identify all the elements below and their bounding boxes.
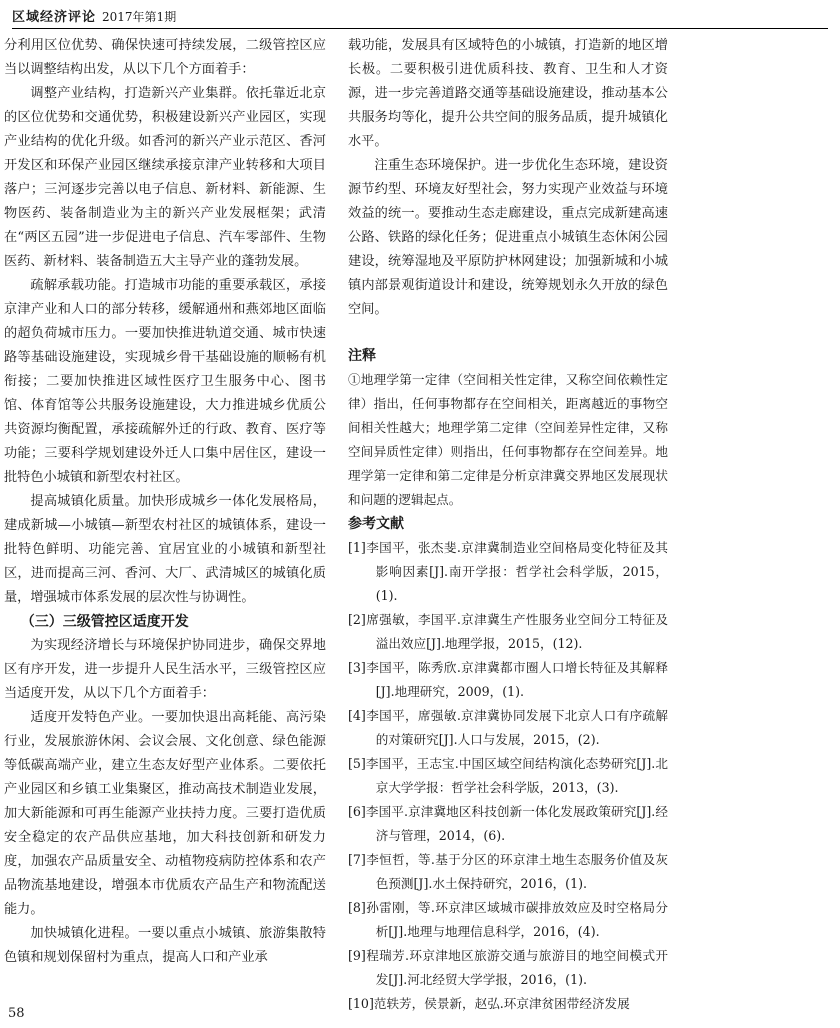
right-paragraph-2: 注重生态环境保护。进一步优化生态环境，建设资源节约型、环境友好型社会，努力实现产业效益与环境效益的统一。要推动生态走廊建设，重点完成新建高速公路、铁路的绿化任务；促进重点小城镇生态休闲公园建设，统筹湿地及平原防护林网建设；加强新城和小城镇内部景观街道设计和建设，统筹规划永久开放的绿色空间。	[348, 158, 668, 317]
left-paragraph-1: 分利用区位优势、确保快速可持续发展，二级管控区应当以调整结构出发，从以下几个方面着手：	[4, 38, 326, 77]
left-paragraph-7: 加快城镇化进程。一要以重点小城镇、旅游集散特色镇和规划保留村为重点，提高人口和产业承	[4, 926, 326, 965]
right-paragraph-1: 载功能，发展具有区域特色的小城镇，打造新的地区增长极。二要积极引进优质科技、教育、卫生和人才资源，进一步完善道路交通等基础设施建设，推动基本公共服务均等化，提升公共空间的服务品质，提升城镇化水平。	[348, 38, 668, 149]
references-heading: 参考文献	[348, 516, 404, 532]
reference-item: [4]李国平，席强敏.京津冀协同发展下北京人口有序疏解的对策研究[J].人口与发展，2015，(2).	[348, 708, 668, 747]
journal-issue: 2017年第1期	[102, 10, 177, 24]
journal-title: 区域经济评论	[12, 10, 97, 25]
reference-item: [9]程瑞芳.环京津地区旅游交通与旅游目的地空间模式开发[J].河北经贸大学学报，2016，(1).	[348, 948, 668, 987]
page-number: 58	[8, 1006, 25, 1021]
reference-item: [1]李国平，张杰斐.京津冀制造业空间格局变化特征及其影响因素[J].南开学报：哲学社会科学版，2015，(1).	[348, 540, 668, 603]
section-subheading: （三）三级管控区适度开发	[20, 614, 189, 630]
reference-item: [2]席强敏，李国平.京津冀生产性服务业空间分工特征及溢出效应[J].地理学报，2015，(12).	[348, 612, 668, 651]
reference-list	[348, 536, 668, 1016]
reference-item: [3]李国平，陈秀欣.京津冀都市圈人口增长特征及其解释[J].地理研究，2009，(1).	[348, 660, 668, 699]
reference-item: [6]李国平.京津冀地区科技创新一体化发展政策研究[J].经济与管理，2014，(6).	[348, 804, 668, 843]
section-spacer	[348, 322, 668, 344]
reference-item: [5]李国平，王志宝.中国区域空间结构演化态势研究[J].北京大学学报：哲学社会科学版，2013，(3).	[348, 756, 668, 795]
running-header	[12, 6, 828, 29]
left-paragraph-2: 调整产业结构，打造新兴产业集群。依托靠近北京的区位优势和交通优势，积极建设新兴产业园区，实现产业结构的优化升级。如香河的新兴产业示范区、香河开发区和环保产业园区继续承接京津产业转移和大项目落户；三河逐步完善以电子信息、新材料、新能源、生物医药、装备制造业为主的新兴产业发展框架；武清在“两区五园”进一步促进电子信息、汽车零部件、生物医药、新材料、装备制造五大主导产业的蓬勃发展。	[4, 86, 326, 269]
reference-item: [8]孙雷刚，等.环京津区域城市碳排放效应及时空格局分析[J].地理与地理信息科学，2016，(4).	[348, 900, 668, 939]
note-item: ①地理学第一定律（空间相关性定律，又称空间依赖性定律）指出，任何事物都存在空间相关，距离越近的事物空间相关性越大；地理学第二定律（空间差异性定律，又称空间异质性定律）则指出，任何事物都存在空间差异。地理学第一定律和第二定律是分析京津冀交界地区发展现状和问题的逻辑起点。	[348, 372, 668, 507]
reference-item: [7]李恒哲，等.基于分区的环京津土地生态服务价值及灰色预测[J].水土保持研究，2016，(1).	[348, 852, 668, 891]
left-paragraph-3: 疏解承载功能。打造城市功能的重要承载区，承接京津产业和人口的部分转移，缓解通州和燕郊地区面临的超负荷城市压力。一要加快推进轨道交通、城市快速路等基础设施建设，实现城乡骨干基础设施的顺畅有机衔接；二要加快推进区域性医疗卫生服务中心、图书馆、体育馆等公共服务设施建设，大力推进城乡优质公共资源均衡配置，承接疏解外迁的行政、教育、医疗等功能；三要科学规划建设外迁人口集中居住区，建设一批特色小城镇和新型农村社区。	[4, 278, 326, 485]
notes-heading: 注释	[348, 348, 376, 364]
left-paragraph-4: 提高城镇化质量。加快形成城乡一体化发展格局，建成新城—小城镇—新型农村社区的城镇体系，建设一批特色鲜明、功能完善、宜居宜业的小城镇和新型社区，进而提高三河、香河、大厂、武清城区的城镇化质量，增强城市体系发展的层次性与协调性。	[4, 494, 326, 605]
right-column	[348, 34, 668, 1016]
reference-item: [10]范轶芳，侯景新，赵弘.环京津贫困带经济发展	[348, 996, 630, 1011]
left-column	[4, 34, 326, 970]
left-paragraph-5: 为实现经济增长与环境保护协同进步，确保交界地区有序开发，进一步提升人民生活水平，三级管控区应当适度开发，从以下几个方面着手：	[4, 638, 326, 701]
left-paragraph-6: 适度开发特色产业。一要加快退出高耗能、高污染行业，发展旅游休闲、会议会展、文化创意、绿色能源等低碳高端产业，建立生态友好型产业体系。二要依托产业园区和乡镇工业集聚区，推动高技术制造业发展，加大新能源和可再生能源产业扶持力度。三要打造优质安全稳定的农产品供应基地，加大科技创新和研发力度，加强农产品质量安全、动植物疫病防控体系和农产品物流基地建设，增强本市优质农产品生产和物流配送能力。	[4, 710, 326, 917]
